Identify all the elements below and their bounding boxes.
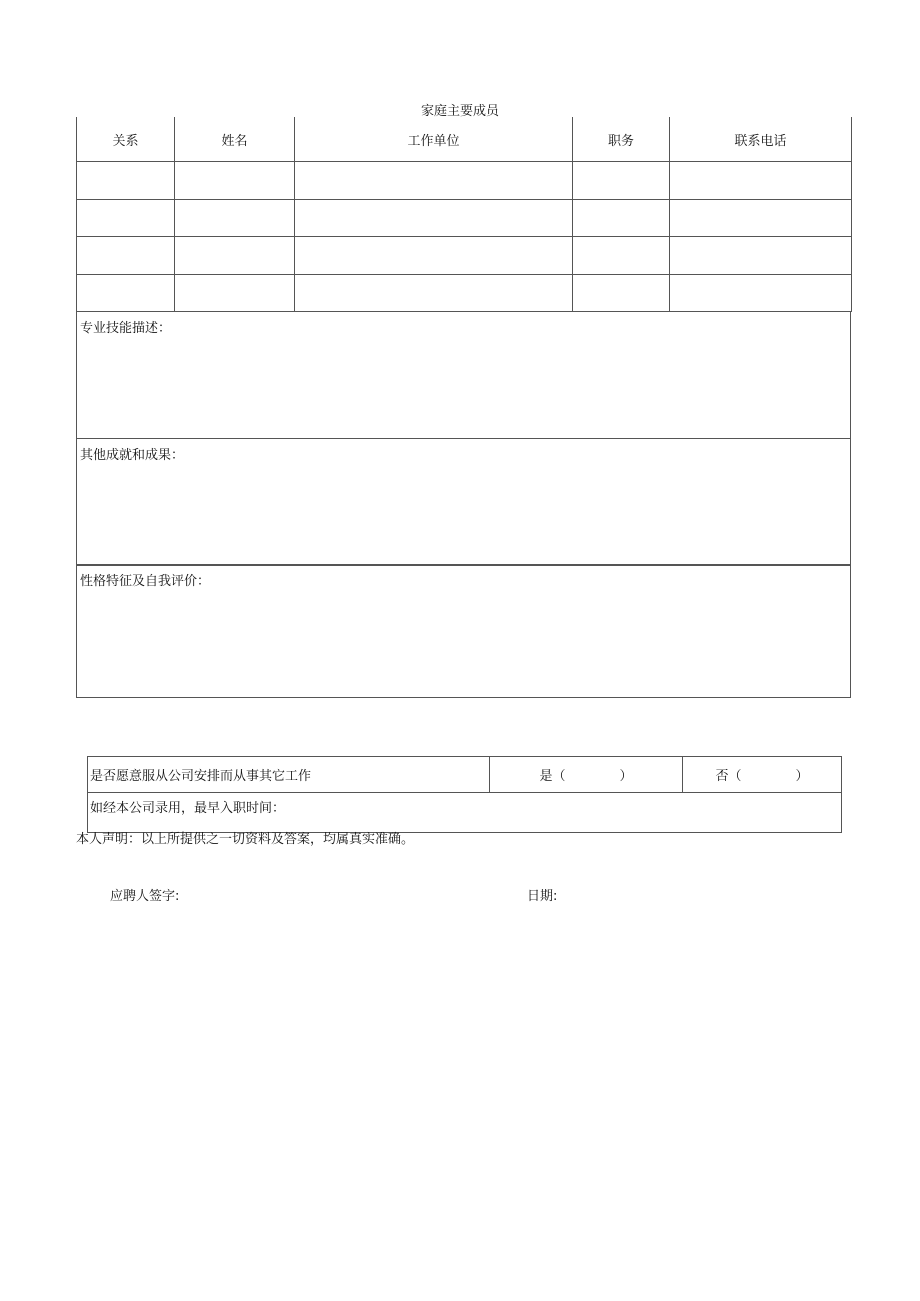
table-row xyxy=(77,274,852,311)
declaration-text: 本人声明：以上所提供之一切资料及答案，均属真实准确。 xyxy=(76,832,415,847)
cell-employer[interactable] xyxy=(295,162,573,199)
cell-phone[interactable] xyxy=(670,162,852,199)
header-name: 姓名 xyxy=(175,117,295,162)
cell-employer[interactable] xyxy=(295,274,573,311)
personality-label: 性格特征及自我评价： xyxy=(80,574,211,589)
cell-phone[interactable] xyxy=(670,237,852,274)
date-label: 日期: xyxy=(527,889,558,904)
cell-phone[interactable] xyxy=(670,274,852,311)
table-row xyxy=(77,237,852,274)
cell-relation[interactable] xyxy=(77,274,175,311)
willingness-table xyxy=(87,756,842,833)
start-time-label: 如经本公司录用，最早入职时间： xyxy=(90,801,286,816)
family-members-table xyxy=(76,117,852,312)
table-row xyxy=(77,162,852,199)
header-relation: 关系 xyxy=(77,117,175,162)
cell-position[interactable] xyxy=(573,199,670,236)
header-phone: 联系电话 xyxy=(670,117,852,162)
yes-label: 是（ xyxy=(539,769,566,784)
cell-relation[interactable] xyxy=(77,199,175,236)
skills-label: 专业技能描述： xyxy=(80,321,172,336)
skills-box[interactable] xyxy=(76,312,851,439)
cell-name[interactable] xyxy=(175,199,295,236)
no-label: 否（ xyxy=(715,769,742,784)
willingness-question: 是否愿意服从公司安排而从事其它工作 xyxy=(88,757,490,793)
personality-box[interactable] xyxy=(76,564,851,698)
family-section-title: 家庭主要成员 xyxy=(420,104,499,119)
cell-relation[interactable] xyxy=(77,237,175,274)
cell-relation[interactable] xyxy=(77,162,175,199)
no-option[interactable] xyxy=(683,757,842,793)
willingness-row xyxy=(88,757,842,793)
achievements-label: 其他成就和成果： xyxy=(80,448,185,463)
signature-label: 应聘人签字: xyxy=(110,889,180,904)
cell-name[interactable] xyxy=(175,274,295,311)
header-position: 职务 xyxy=(573,117,670,162)
cell-employer[interactable] xyxy=(295,237,573,274)
cell-employer[interactable] xyxy=(295,199,573,236)
cell-position[interactable] xyxy=(573,274,670,311)
yes-option[interactable] xyxy=(490,757,683,793)
cell-position[interactable] xyxy=(573,237,670,274)
cell-name[interactable] xyxy=(175,237,295,274)
start-time-field[interactable] xyxy=(88,793,842,833)
cell-phone[interactable] xyxy=(670,199,852,236)
achievements-box[interactable] xyxy=(76,438,851,566)
table-row xyxy=(77,199,852,236)
cell-position[interactable] xyxy=(573,162,670,199)
start-time-row xyxy=(88,793,842,833)
cell-name[interactable] xyxy=(175,162,295,199)
yes-close: ） xyxy=(619,769,633,784)
no-close: ） xyxy=(795,769,809,784)
family-table-header-row xyxy=(77,117,852,162)
header-employer: 工作单位 xyxy=(295,117,573,162)
